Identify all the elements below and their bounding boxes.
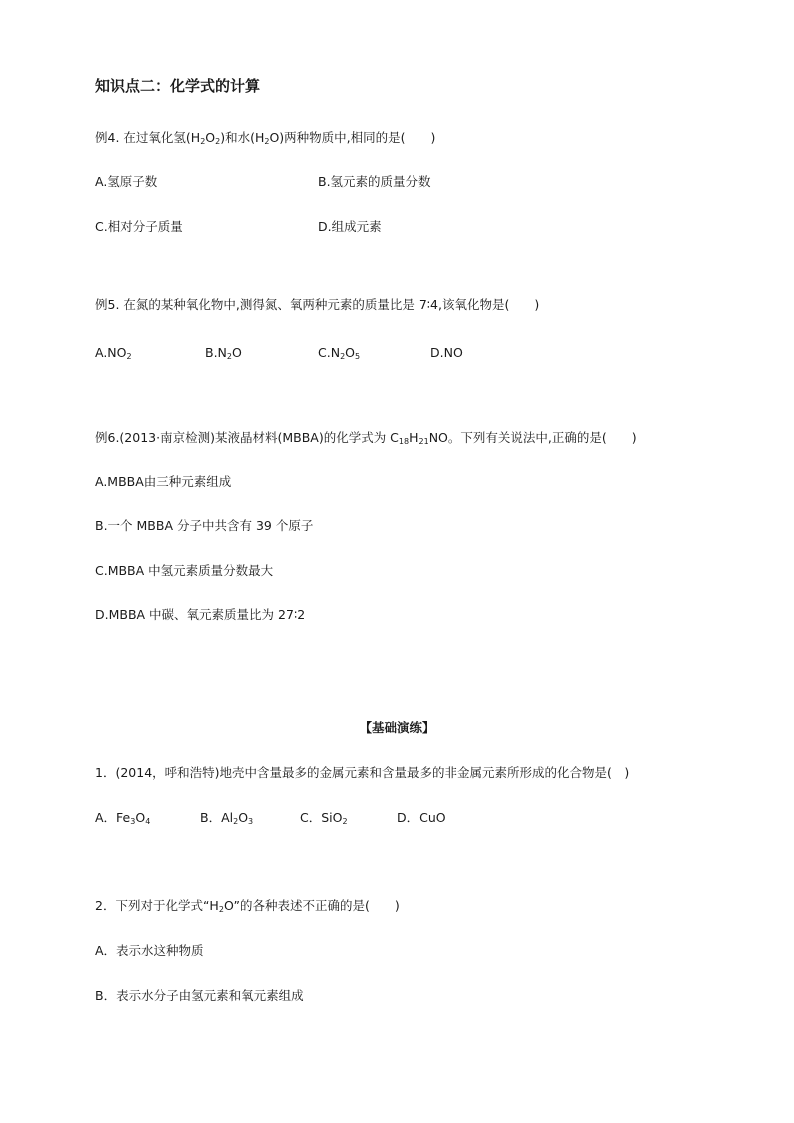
- practice-1-question: 1．(2014，呼和浩特)地壳中含量最多的金属元素和含量最多的非金属元素所形成的化合物是( ): [95, 765, 630, 780]
- practice-1-option-d: D．CuO: [397, 810, 446, 825]
- practice-2-question: 2．下列对于化学式“$H_2O$”的各种表述不正确的是( ): [95, 898, 400, 914]
- example-4-question: 例4. 在过氧化氢$(H_2O_2)$和水$(H_2O)$两种物质中,相同的是( ): [95, 130, 436, 146]
- example-4-option-b: B.氢元素的质量分数: [318, 174, 431, 189]
- practice-1-option-c: C．SiO$_2$: [300, 810, 348, 826]
- practice-1-options: [95, 810, 595, 826]
- example-4-option-c: C.相对分子质量: [95, 219, 183, 234]
- practice-heading: 【基础演练】: [359, 720, 435, 735]
- example-4-option-a: A.氢原子数: [95, 174, 158, 189]
- example-6-option-c: C.MBBA 中氢元素质量分数最大: [95, 563, 274, 578]
- example-5-option-b: $B.N_2O$: [205, 345, 242, 361]
- practice-2-option-b: B．表示水分子由氢元素和氧元素组成: [95, 988, 304, 1003]
- example-4-option-d: D.组成元素: [318, 219, 382, 234]
- example-5-option-a: $A.NO_2$: [95, 345, 132, 361]
- practice-1-option-a: A．$Fe_3O_4$: [95, 810, 151, 826]
- example-6-option-d: D.MBBA 中碳、氧元素质量比为 27∶2: [95, 607, 306, 622]
- example-5-question: 例5. 在氮的某种氧化物中,测得氮、氧两种元素的质量比是 7∶4,该氧化物是( ): [95, 297, 540, 312]
- practice-2-option-a: A．表示水这种物质: [95, 943, 204, 958]
- example-5-option-d: D.NO: [430, 345, 463, 360]
- example-6-question: 例6.(2013·南京检测)某液晶材料(MBBA)的化学式为 $C_{18}H_{21}NO$。下列有关说法中,正确的是( ): [95, 430, 637, 446]
- section-title: 知识点二：化学式的计算: [95, 77, 261, 95]
- example-5-option-c: $C.N_2O_5$: [318, 345, 361, 361]
- example-6-option-b: B.一个 MBBA 分子中共含有 39 个原子: [95, 518, 314, 533]
- practice-1-option-b: B．$Al_2O_3$: [200, 810, 254, 826]
- example-6-option-a: A.MBBA由三种元素组成: [95, 474, 232, 489]
- example-5-options: [95, 345, 595, 361]
